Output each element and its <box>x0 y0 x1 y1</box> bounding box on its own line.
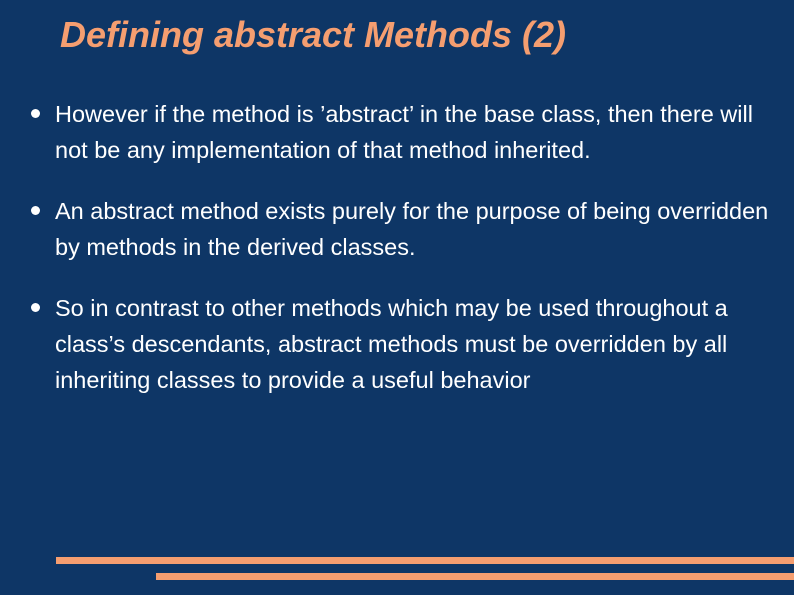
bullet-text: So in contrast to other methods which may be used throughout a class’s descendants, abstract methods must be overridden by all inheriting classes to provide a useful behavior <box>55 295 728 393</box>
slide-title: Defining abstract Methods (2) <box>60 14 567 55</box>
bullet-text: An abstract method exists purely for the purpose of being overridden by methods in the derived classes. <box>55 198 769 260</box>
decorative-bar-lower <box>156 573 794 580</box>
bullet-item <box>0 290 794 398</box>
bullet-item <box>0 96 794 168</box>
bullet-dot-icon <box>31 206 40 215</box>
bullet-dot-icon <box>31 303 40 312</box>
bullet-list <box>0 96 794 398</box>
decorative-bar-upper <box>56 557 794 564</box>
bullet-text: However if the method is ’abstract’ in the base class, then there will not be any implementation of that method inherited. <box>55 101 753 163</box>
bullet-item <box>0 193 794 265</box>
bullet-dot-icon <box>31 109 40 118</box>
